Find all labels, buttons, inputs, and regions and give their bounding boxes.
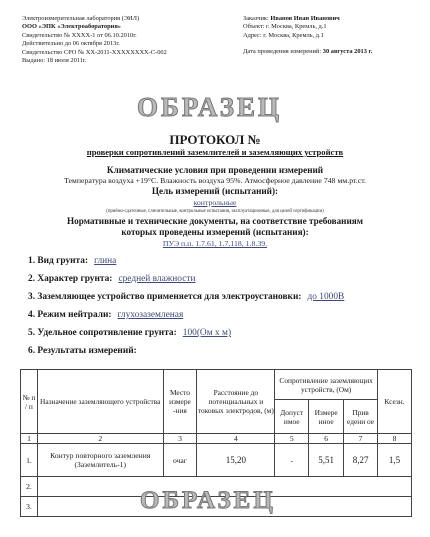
- col-number: 7: [344, 434, 378, 444]
- col-resistance-header: Сопротивление заземляющих устройств, (Ом): [275, 370, 378, 400]
- col-name-header: Назначение заземляющего устройства: [37, 370, 163, 434]
- item-label: 5. Удельное сопротивление грунта:: [28, 328, 177, 338]
- row-allowed: -: [275, 444, 309, 477]
- object-label: Объект:: [243, 23, 265, 31]
- climate-heading: Климатические условия при проведении измерений: [106, 165, 324, 175]
- row-num: 1.: [21, 444, 38, 477]
- normative-value: ПУЭ п.п. 1.7.61, 1.7.118, 1.8.39.: [162, 239, 268, 248]
- customer-info: [243, 15, 372, 57]
- row-num: 3.: [21, 497, 38, 517]
- normative-heading-2: которых проведены измерений (испытания):: [121, 227, 309, 237]
- row-measured: 5,51: [309, 444, 344, 477]
- lab-line: Свидетельство СРО № ХХ-2011-ХХХХХХХХ-С-002: [22, 48, 167, 56]
- col-number: 4: [197, 434, 275, 444]
- col-allowed-header: Допуст имое: [275, 400, 309, 434]
- purpose-heading: Цель измерений (испытаний):: [151, 186, 279, 196]
- col-number: 2: [37, 434, 163, 444]
- row-place: очаг: [163, 444, 197, 477]
- col-measured-header: Измере нное: [309, 400, 344, 434]
- item-value: глина: [94, 256, 117, 266]
- row-name: Контур повторного заземления (Заземлитель-1): [37, 444, 163, 477]
- item-value: средней влажности: [118, 274, 196, 284]
- soil-character: [28, 274, 195, 284]
- protocol-subtitle: проверки сопротивлений заземлителей и заземляющих устройств: [86, 147, 344, 157]
- item-value: глухозаземленая: [117, 310, 184, 320]
- row-k: 1,5: [378, 444, 412, 477]
- date-value: 30 августа 2013 г.: [322, 48, 373, 56]
- sample-stamp: ОБРАЗЕЦ: [140, 487, 276, 514]
- normative-heading: Нормативные и технические документы, на соответствие требованиям: [67, 216, 363, 226]
- address-label: Адрес:: [243, 31, 262, 39]
- date-label: Дата проведения измерений:: [243, 48, 322, 56]
- results-heading: [28, 346, 137, 356]
- address-value: г. Москва, Кремль, д.1: [263, 31, 324, 39]
- col-num-header: № п / п: [21, 370, 38, 434]
- lab-line: Электроизмерительная лаборатория (ЭИЛ): [22, 15, 140, 22]
- lab-info: [22, 15, 167, 65]
- item-label: 4. Режим нейтрали:: [28, 310, 112, 320]
- item-value: до 1000В: [307, 292, 345, 302]
- object-value: г. Москва, Кремль, д.1: [266, 23, 327, 31]
- customer-value: Иванов Иван Иванович: [270, 15, 340, 22]
- customer-label: Заказчик:: [243, 15, 269, 22]
- soil-resistivity: [28, 328, 231, 338]
- item-label: 2. Характер грунта:: [28, 274, 113, 284]
- col-number: 1: [21, 434, 38, 444]
- col-corrected-header: Прив едени ое: [344, 400, 378, 434]
- row-distance: 15,20: [197, 444, 275, 477]
- lab-line: Свидетельство № ХХХХ-1 от 06.10.2010г.: [22, 31, 137, 39]
- soil-type: [28, 256, 116, 266]
- col-number: 5: [275, 434, 309, 444]
- item-label: 6. Результаты измерений:: [28, 346, 137, 356]
- purpose-value: контрольные: [193, 198, 237, 207]
- item-label: 1. Вид грунта:: [28, 256, 89, 266]
- lab-line: ООО «ЭПК «Электроаборатория»: [22, 23, 121, 31]
- col-k-header: Ксезн.: [378, 370, 412, 434]
- installation-type: [28, 292, 344, 302]
- lab-line: Действительно до 06 октября 2013г.: [22, 40, 120, 48]
- item-label: 3. Заземляющее устройство применяется для электроустановки:: [28, 292, 302, 302]
- col-place-header: Место измере -ния: [163, 370, 197, 434]
- neutral-mode: [28, 310, 183, 320]
- table-row: [21, 444, 412, 477]
- col-number: 6: [309, 434, 344, 444]
- row-corrected: 8,27: [344, 444, 378, 477]
- protocol-title: ПРОТОКОЛ №: [169, 132, 261, 147]
- col-number: 8: [378, 434, 412, 444]
- climate-line: Температура воздуха +19°С. Влажность воздуха 95%. Атмосферное давление 748 мм.рт.ст.: [63, 176, 366, 185]
- purpose-options: (приёмо-сдаточные, сличительные, контрольные испытания, эксплуатационные, для целей сертификации): [106, 209, 324, 214]
- lab-line: Выдано: 18 июля 2011г.: [22, 57, 87, 65]
- sample-stamp: ОБРАЗЕЦ: [137, 92, 282, 122]
- col-distance-header: Расстояние до потенциальных и токовых электродов, (м): [197, 370, 275, 434]
- row-num: 2.: [21, 477, 38, 497]
- col-number: 3: [163, 434, 197, 444]
- item-value: 100(Ом х м): [182, 328, 232, 338]
